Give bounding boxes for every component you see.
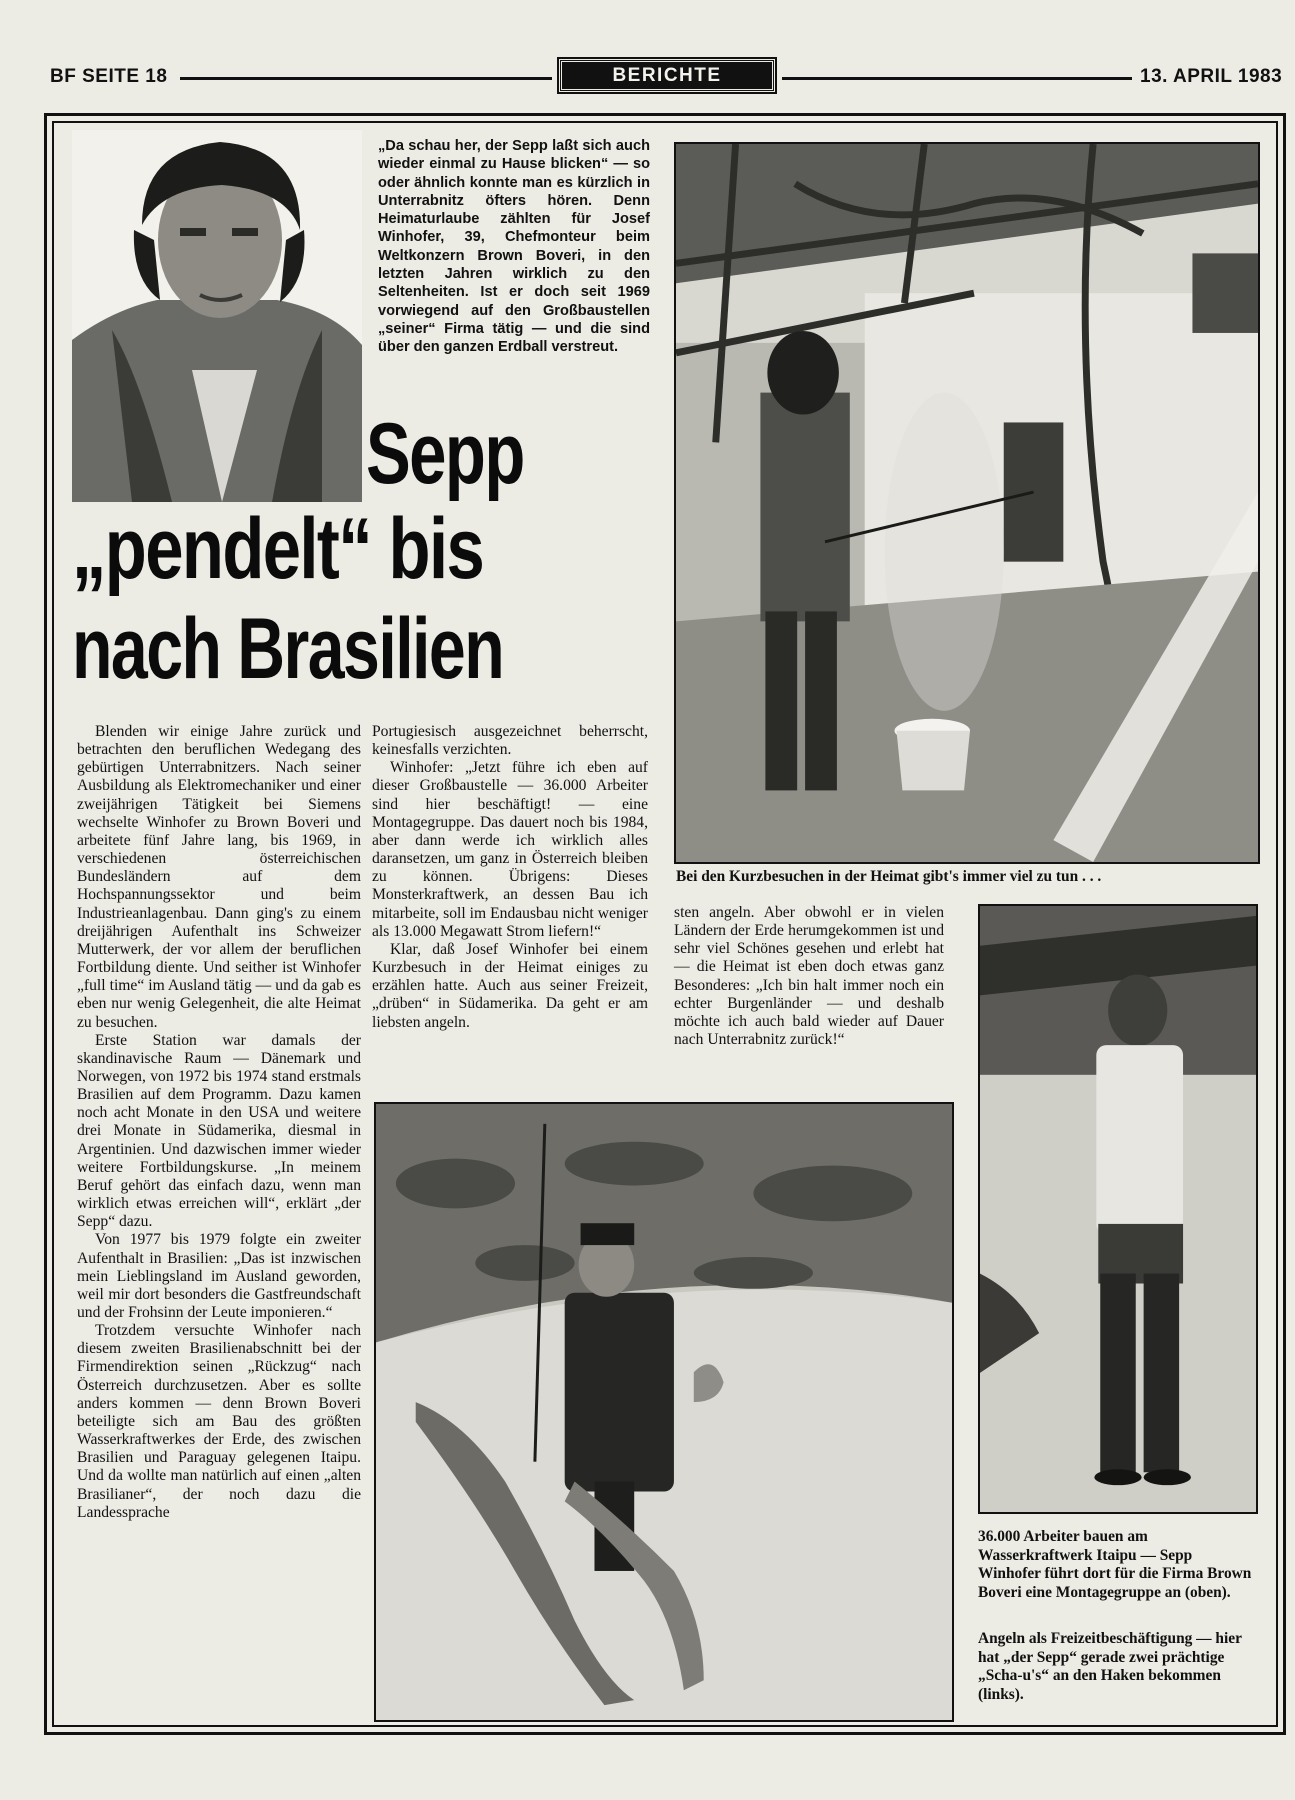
col2-paragraph-2: Winhofer: „Jetzt führe ich eben auf dieser Großbaustelle — 36.000 Arbeiter sind hier beschäftigt! — eine Montagegruppe. Das dauert noch bis 1984, aber dann werde ich wirklich alles daransetzen, um ganz in Österreich bleiben zu können. Übrigens: Dieses Monsterkraftwerk, an dessen Bau ich mitarbeite, soll im Endausbau nicht weniger als 13.000 Megawatt Strom liefern!“ [372, 759, 648, 940]
col1-paragraph-4: Trotzdem versuchte Winhofer nach diesem zweiten Brasilienabschnitt bei der Firmendirektion seinen „Rückzug“ nach Österreich durchzusetzen. Aber es sollte anders kommen — denn Brown Boveri beteiligte sich am Bau des größten Wasserkraftwerkes der Erde, des zwischen Brasilien und Paraguay gelegenen Itaipu. Und da wollte man natürlich auf einen „alten Brasilianer“, der noch dazu die Landessprache [77, 1322, 361, 1521]
issue-date: 13. APRIL 1983 [1140, 66, 1283, 87]
caption-top-photo: Bei den Kurzbesuchen in der Heimat gibt's immer viel zu tun . . . [676, 868, 1102, 885]
col1-paragraph-1: Blenden wir einige Jahre zurück und betrachten den beruflichen Wedegang des gebürtigen Unterrabnitzers. Nach seiner Ausbildung als Elektromechaniker und einer zweijährigen Tätigkeit bei Siemens wechselte Winhofer zu Brown Boveri und arbeitete fünf Jahre lang, bis 1969, in verschiedenen österreichischen Bundesländern auf dem Hochspannungssektor und beim Industrieanlagenbau. Dann ging's zu einem dreijährigen Aufenthalt ins Schweizer Mutterwerk, der vor allem der beruflichen Fortbildung diente. Und seither ist Winhofer „full time“ im Ausland tätig — und da gab es eben nur wenig Gelegenheit, die alte Heimat zu besuchen. [77, 723, 361, 1031]
body-column-1 [77, 723, 361, 1522]
fishing-photo [374, 1102, 954, 1722]
col1-paragraph-3: Von 1977 bis 1979 folgte ein zweiter Aufenthalt in Brasilien: „Das ist inzwischen mein Lieblingsland im Ausland geworden, weil mir dort besonders die Gastfreundschaft und der Frohsinn der Leute imponieren.“ [77, 1231, 361, 1321]
body-column-2 [372, 723, 648, 1032]
worker-photo [978, 904, 1258, 1514]
body-column-3 [674, 904, 944, 1049]
header-rule-left [180, 77, 552, 80]
col2-paragraph-3: Klar, daß Josef Winhofer bei einem Kurzbesuch in der Heimat einiges zu erzählen hatte. Auch aus seiner Freizeit, „drüben“ in Südamerika. Da geht er am liebsten angeln. [372, 940, 648, 1031]
headline-line-1: Sepp [366, 406, 524, 502]
headline-line-3: nach Brasilien [72, 601, 504, 697]
page-number: BF SEITE 18 [50, 66, 168, 87]
headline-line-2: „pendelt“ bis [72, 501, 484, 597]
portrait-photo [72, 130, 362, 502]
garden-photo [674, 142, 1260, 864]
col1-paragraph-2: Erste Station war damals der skandinavische Raum — Dänemark und Norwegen, von 1972 bis 1974 stand erstmals Brasilien auf dem Programm. Dazu kamen noch acht Monate in den USA und weitere drei Monate in Südamerika, diesmal in Argentinien. Und dazwischen immer wieder weitere Fortbildungskurse. „In meinem Beruf gehört das einfach dazu, wenn man wirklich etwas erreichen will“, erklärt „der Sepp“ dazu. [77, 1031, 361, 1231]
caption-side-1: 36.000 Arbeiter bauen am Wasserkraftwerk Itaipu — Sepp Winhofer führt dort für die Firma Brown Boveri eine Montagegruppe an (oben). [978, 1528, 1252, 1601]
caption-side-2: Angeln als Freizeitbeschäftigung — hier hat „der Sepp“ gerade zwei prächtige „Scha-u's“ an den Haken bekommen (links). [978, 1630, 1242, 1703]
header-rule-right [782, 77, 1132, 80]
col3-paragraph: sten angeln. Aber obwohl er in vielen Ländern der Erde herumgekommen ist und sehr viel Schönes gesehen und erlebt hat — die Heimat ist eben doch etwas ganz Besonderes: „Ich bin halt immer noch ein echter Burgenländer — und deshalb möchte ich auch bald wieder auf Dauer nach Unterrabnitz zurück!“ [674, 904, 944, 1049]
lead-paragraph: „Da schau her, der Sepp laßt sich auch wieder einmal zu Hause blicken“ — so oder ähnlich konnte man es kürzlich in Unterrabnitz öfters hören. Denn Heimaturlaube zählten für Josef Winhofer, 39, Chefmonteur beim Weltkonzern Brown Boveri, in den letzten Jahren wirklich zu den Seltenheiten. Ist er doch seit 1969 vorwiegend auf den Großbaustellen „seiner“ Firma tätig — und die sind über den ganzen Erdball verstreut. [378, 138, 650, 356]
section-badge: BERICHTE [559, 59, 775, 92]
col2-paragraph-1: Portugiesisch ausgezeichnet beherrscht, keinesfalls verzichten. [372, 723, 648, 759]
